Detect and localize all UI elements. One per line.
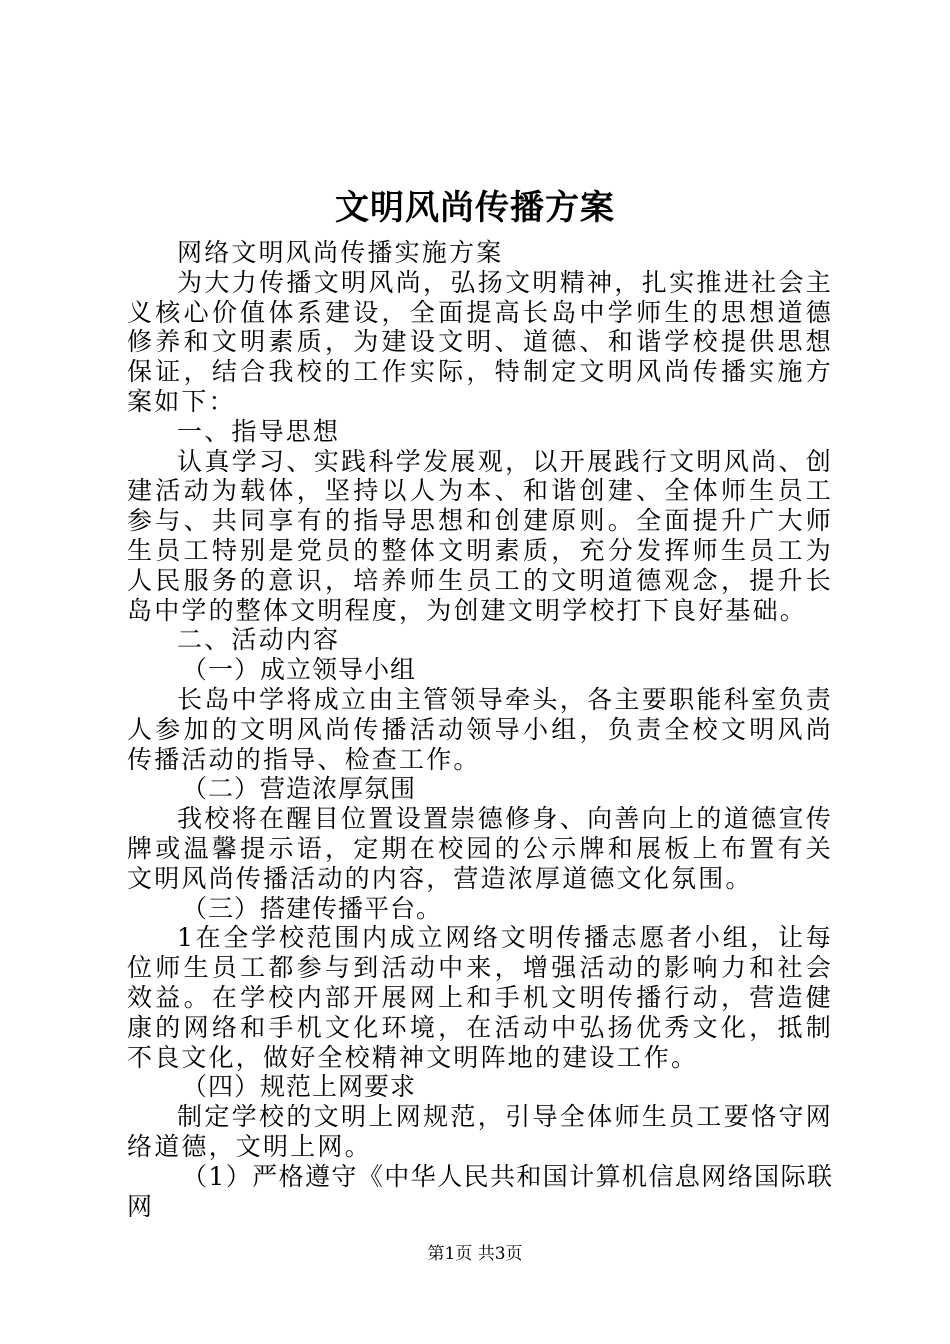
page-footer: 第1页 共3页 bbox=[427, 1244, 523, 1264]
paragraph-internet-rules: 制定学校的文明上网规范，引导全体师生员工要恪守网络道德，文明上网。 bbox=[127, 1102, 833, 1161]
paragraph-intro: 为大力传播文明风尚，弘扬文明精神，扎实推进社会主义核心价值体系建设，全面提高长岛中学师生的思想道德修养和文明素质，为建设文明、道德、和谐学校提供思想保证，结合我校的工作实际，特制定文明风尚传播实施方案如下： bbox=[127, 267, 833, 416]
subheading-leadership-group: （一）成立领导小组 bbox=[182, 655, 417, 685]
subheading-atmosphere: （二）营造浓厚氛围 bbox=[182, 774, 417, 804]
paragraph-rule-1: （1）严格遵守《中华人民共和国计算机信息网络国际联网 bbox=[127, 1161, 833, 1221]
heading-activity-content: 二、活动内容 bbox=[177, 625, 341, 655]
heading-guiding-ideology: 一、指导思想 bbox=[177, 416, 341, 446]
subheading-internet-rules: （四）规范上网要求 bbox=[182, 1072, 417, 1102]
paragraph-atmosphere: 我校将在醒目位置设置崇德修身、向善向上的道德宣传牌或温馨提示语，定期在校园的公示牌和展板上布置有关文明风尚传播活动的内容，营造浓厚道德文化氛围。 bbox=[127, 804, 833, 893]
document-body bbox=[127, 238, 833, 1221]
paragraph-platform: 1在全学校范围内成立网络文明传播志愿者小组，让每位师生员工都参与到活动中来，增强活动的影响力和社会效益。在学校内部开展网上和手机文明传播行动，营造健康的网络和手机文化环境，在活动中弘扬优秀文化，抵制不良文化，做好全校精神文明阵地的建设工作。 bbox=[127, 923, 833, 1072]
paragraph-subtitle: 网络文明风尚传播实施方案 bbox=[177, 238, 504, 267]
paragraph-leadership-group: 长岛中学将成立由主管领导牵头，各主要职能科室负责人参加的文明风尚传播活动领导小组，负责全校文明风尚传播活动的指导、检查工作。 bbox=[127, 684, 833, 774]
subheading-platform: （三）搭建传播平台。 bbox=[182, 893, 443, 923]
document-title: 文明风尚传播方案 bbox=[335, 188, 615, 228]
paragraph-guiding-ideology: 认真学习、实践科学发展观，以开展践行文明风尚、创建活动为载体，坚持以人为本、和谐创建、全体师生员工参与、共同享有的指导思想和创建原则。全面提升广大师生员工特别是党员的整体文明素质，充分发挥师生员工为人民服务的意识，培养师生员工的文明道德观念，提升长岛中学的整体文明程度，为创建文明学校打下良好基础。 bbox=[127, 446, 833, 625]
